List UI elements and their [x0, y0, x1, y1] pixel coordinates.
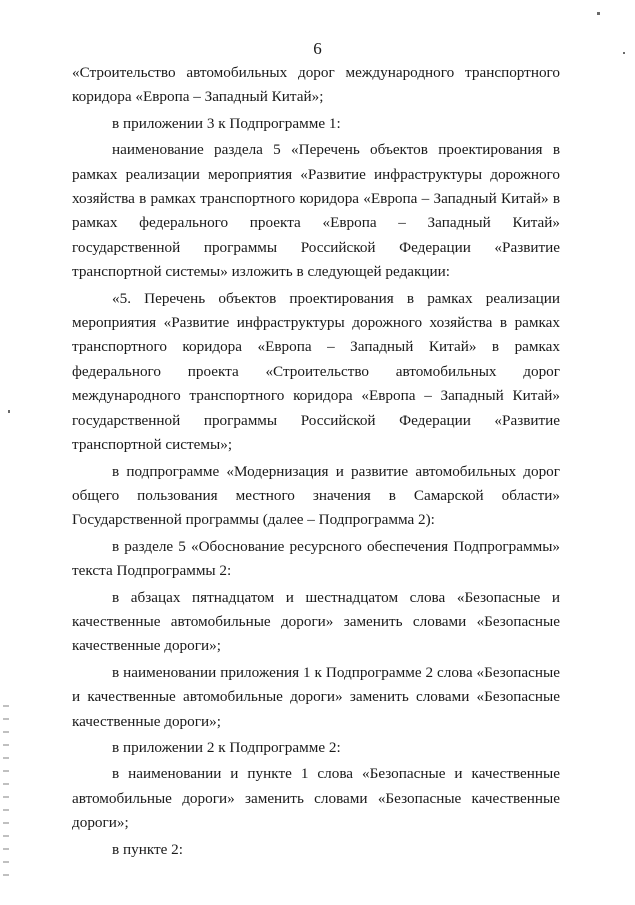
- page-number: 6: [313, 39, 322, 58]
- scan-dot-mark: [8, 410, 10, 413]
- paragraph: в наименовании приложения 1 к Подпрограмме 2 слова «Безопасные и качественные автомобильные дороги» заменить словами «Безопасные качественные дороги»;: [72, 663, 560, 730]
- paragraph: в подпрограмме «Модернизация и развитие автомобильных дорог общего пользования местного значения в Самарской области» Государственной программы (далее – Подпрограмма 2):: [72, 462, 560, 529]
- scan-edge-noise: [3, 700, 9, 880]
- scan-dot-mark: [597, 12, 600, 15]
- paragraph: «5. Перечень объектов проектирования в рамках реализации мероприятия «Развитие инфраструктуры дорожного хозяйства в рамках транспортного коридора «Европа – Западный Китай» в рамках федерального проекта «Строительство автомобильных дорог международного транспортного коридора «Европа – Западный Китай» государственной программы Российской Федерации «Развитие транспортной системы»;: [72, 289, 560, 454]
- paragraph: в пункте 2:: [112, 840, 183, 858]
- scan-dot-mark: [623, 52, 625, 54]
- paragraph: в приложении 3 к Подпрограмме 1:: [112, 114, 341, 132]
- paragraph: в разделе 5 «Обоснование ресурсного обеспечения Подпрограммы» текста Подпрограммы 2:: [72, 537, 560, 580]
- document-body: [72, 61, 560, 862]
- paragraph: «Строительство автомобильных дорог международного транспортного коридора «Европа – Западный Китай»;: [72, 64, 560, 106]
- paragraph: наименование раздела 5 «Перечень объектов проектирования в рамках реализации мероприятия «Развитие инфраструктуры дорожного хозяйства в рамках транспортного коридора «Европа – Западный Китай» в рамках федерального проекта «Европа – Западный Китай» государственной программы Российской Федерации «Развитие транспортной системы» изложить в следующей редакции:: [72, 141, 560, 281]
- paragraph: в абзацах пятнадцатом и шестнадцатом слова «Безопасные и качественные автомобильные дороги» заменить словами «Безопасные качественные дороги»;: [72, 588, 560, 655]
- paragraph: в наименовании и пункте 1 слова «Безопасные и качественные автомобильные дороги» заменить словами «Безопасные качественные дороги»;: [72, 765, 560, 832]
- paragraph: в приложении 2 к Подпрограмме 2:: [112, 738, 341, 756]
